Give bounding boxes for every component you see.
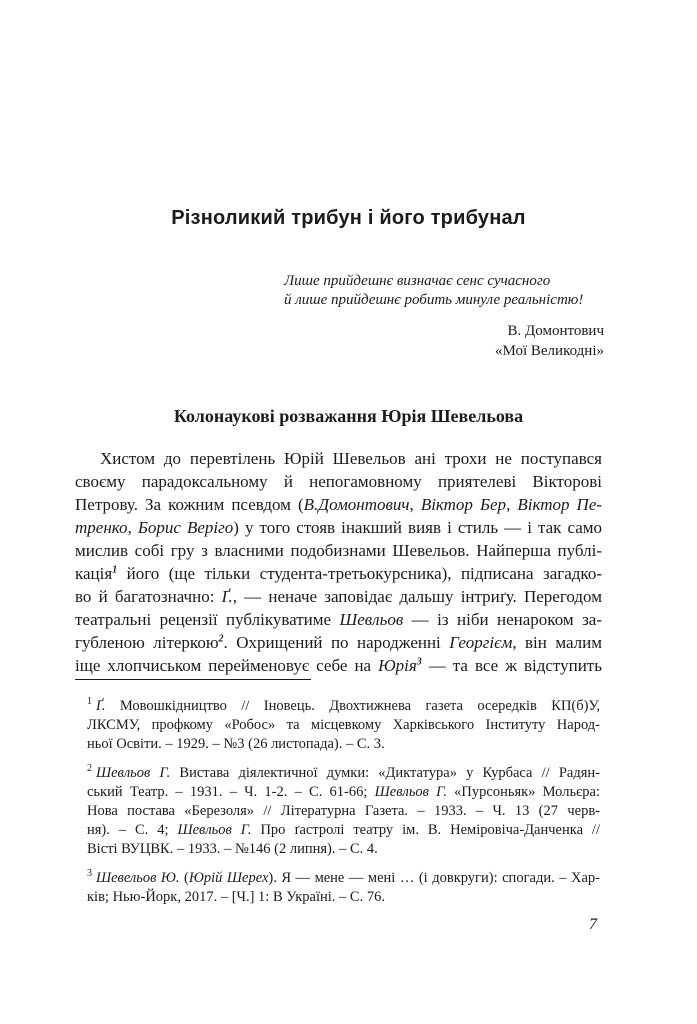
footnote-2: $^2$ Шевльов Г. Вистава діялектичної думки: «Диктатура» у Курбаса // Радян- ський Театр. – 1931. – Ч. 1-2. – С. 61-66; Шевльов Г. «Пурсоньяк» Мольєра: Нова постава «Березоля» // Літературна Газета. – 1933. – Ч. 13 (27 черв- ня). – С. 4; Шевльов Г. Про ґастролі театру ім. В. Неміровіча-Данченка // Вісті ВУЦВК. – 1933. – №146 (2 липня). – С. 4. (87, 763, 601, 857)
body-line: Петрову. За кожним псевдом (В.Домонтович, Віктор Бер, Віктор Пе- (75, 495, 603, 514)
body-line: Хистом до перевтілень Юрій Шевельов ані трохи не поступався (100, 449, 602, 468)
footnote-number: 3 (87, 868, 92, 880)
footnote-separator (75, 679, 311, 680)
body-line: іще хлопчиськом перейменовує себе на Юрія$^3$ — та все ж відступить (75, 656, 602, 675)
body-line: губленою літеркою$^2$. Охрищений по народженні Георгієм, він малим (75, 633, 602, 652)
footnotes (87, 697, 600, 917)
body-paragraph (75, 447, 602, 677)
epigraph-line-1: Лише прийдешнє визначає сенс сучасного (284, 273, 551, 289)
epigraph-source: «Мої Великодні» (495, 343, 604, 359)
epigraph-author: В. Домонтович (507, 323, 604, 339)
page-number: 7 (589, 916, 597, 933)
footnote-ref-1[interactable]: 1 (112, 564, 118, 576)
footnote-3: $^3$ Шевельов Ю. (Юрій Шерех). Я — мене — мені … (і довкруги): спогади. – Хар- ків; Нью-Йорк, 2017. – [Ч.] 1: В Україні. – С. 76. (87, 868, 600, 905)
section-heading: Колонаукові розважання Юрія Шевельова (173, 406, 524, 426)
footnote-ref-2[interactable]: 2 (218, 633, 224, 645)
body-line: мислив собі гру з власними подобизнами Шевельов. Найперша публі- (75, 541, 602, 560)
body-line: своєму парадоксальному й непогамовному приятелеві Вікторові (75, 472, 602, 491)
chapter-title: Різноликий трибун і його трибунал (171, 207, 526, 229)
footnote-ref-3[interactable]: 3 (416, 656, 422, 668)
footnote-number: 1 (87, 696, 92, 708)
epigraph-line-2: й лише прийдешнє робить минуле реальністю! (284, 292, 584, 308)
body-line: тренко, Борис Веріго) у того стояв інакший вияв і стиль — і так само (75, 518, 603, 537)
body-line: кація$^1$ його (ще тільки студента-третьокурсника), підписана загадко- (75, 564, 602, 583)
footnote-1: $^1$ Ґ. Мовошкідництво // Іновець. Двохтижнева газета осередків КП(б)У, ЛКСМУ, профкому «Робос» та місцевкому Харківського Інституту Народ- ньої Освіти. – 1929. – №3 (26 листопада). – С. 3. (87, 696, 600, 752)
epigraph (284, 272, 583, 310)
body-line: театральні рецензії публікуватиме Шевльов — із ніби ненароком за- (75, 610, 602, 629)
epigraph-attribution (495, 321, 604, 361)
footnote-number: 2 (87, 763, 92, 775)
body-line: во й багатозначно: Ґ., — неначе заповідає дальшу інтриґу. Перегодом (75, 587, 602, 606)
